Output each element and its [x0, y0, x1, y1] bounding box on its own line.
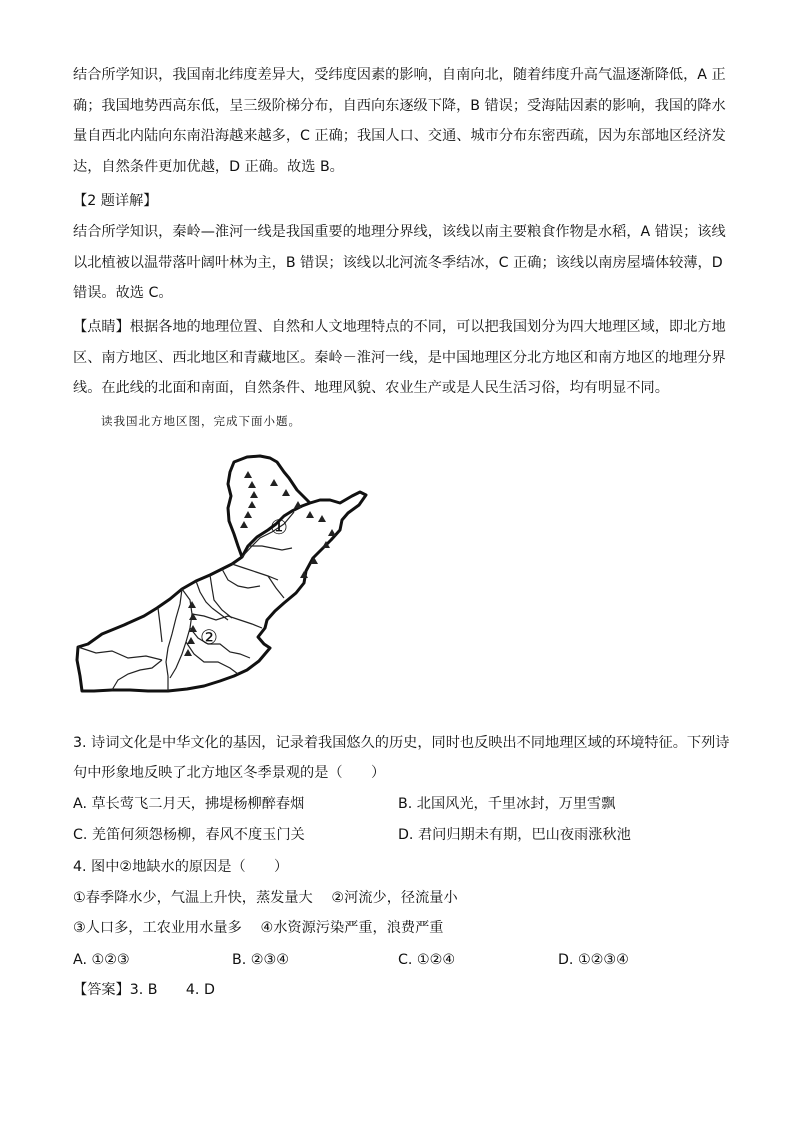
question-4-statements: ①春季降水少，气温上升快，蒸发量大 ②河流少，径流量小 [73, 890, 458, 906]
comment-line: 线。在此线的北面和南面，自然条件、地理风貌、农业生产或是人民生活习俗，均有明显不同。 [73, 380, 669, 396]
north-china-map [72, 448, 372, 698]
province-boundary [232, 564, 278, 580]
mountain-icon [318, 515, 326, 522]
mountain-icon [328, 529, 336, 536]
mountain-icon [282, 489, 290, 496]
mountain-icon [270, 479, 278, 486]
map-instruction: 读我国北方地区图，完成下面小题。 [101, 414, 301, 428]
province-boundary [196, 581, 212, 608]
mountain-icon [248, 481, 256, 488]
q4-option-a: A. ①②③ [73, 952, 130, 968]
explanation-q2-line: 结合所学知识，秦岭—淮河一线是我国重要的地理分界线，该线以南主要粮食作物是水稻，A 错误；该线 [73, 224, 726, 240]
explanation-q1 [73, 60, 726, 182]
q4-option-b: B. ②③④ [232, 952, 289, 968]
province-boundary [248, 546, 292, 550]
mountain-icon [306, 511, 314, 518]
answer-line: 【答案】3. B 4. D [73, 982, 215, 998]
mountain-icon [240, 521, 248, 528]
mountain-icon [244, 471, 252, 478]
q3-option-c: C. 羌笛何须怨杨柳，春风不度玉门关 [73, 827, 305, 843]
mountain-icon [187, 637, 195, 644]
q3-option-b: B. 北国风光，千里冰封，万里雪飘 [398, 796, 616, 812]
question-4-statements: ③人口多，工农业用水量多 ④水资源污染严重，浪费严重 [73, 920, 444, 936]
mountain-icon [250, 491, 258, 498]
comment-line: 【点睛】根据各地的地理位置、自然和人文地理特点的不同，可以把我国划分为四大地理区域，即北方地 [73, 319, 726, 335]
explanation-q1-line: 结合所学知识，我国南北纬度差异大，受纬度因素的影响，自南向北，随着纬度升高气温逐渐降低，A 正 [73, 67, 726, 83]
q4-option-d: D. ①②③④ [558, 952, 629, 968]
explanation-q1-line: 确；我国地势西高东低，呈三级阶梯分布，自西向东逐级下降，B 错误；受海陆因素的影响，我国的降水 [73, 97, 726, 114]
mountain-icon [294, 501, 302, 508]
mountain-icon [248, 501, 256, 508]
province-boundary [78, 647, 162, 660]
map-label-2: ② [200, 625, 218, 649]
mountain-icon [188, 601, 196, 608]
map-label-1: ① [270, 515, 288, 539]
province-boundary [210, 575, 232, 618]
question-3-stem-line: 句中形象地反映了北方地区冬季景观的是（ ） [73, 765, 386, 781]
question-3-stem-line: 3. 诗词文化是中华文化的基因，记录着我国悠久的历史，同时也反映出不同地理区域的环境特征。下列诗 [73, 735, 730, 751]
explanation-q1-line: 达，自然条件更加优越，D 正确。故选 B。 [73, 158, 344, 175]
province-boundary [158, 608, 162, 642]
explanation-q2 [73, 217, 726, 309]
explanation-q2-line: 以北植被以温带落叶阔叶林为主，B 错误；该线以北河流冬季结冰，C 正确；该线以南房屋墙体较薄，D [73, 254, 723, 271]
comment-line: 区、南方地区、西北地区和青藏地区。秦岭－淮河一线，是中国地理区分北方地区和南方地区的地理分界 [73, 349, 726, 366]
mountain-icon [244, 511, 252, 518]
q4-option-c: C. ①②④ [398, 952, 456, 968]
comment-block [73, 312, 726, 404]
question-4-stem: 4. 图中②地缺水的原因是（ ） [73, 859, 289, 875]
province-boundary [112, 660, 162, 690]
province-boundary [166, 589, 182, 691]
q3-option-d: D. 君问归期未有期，巴山夜雨涨秋池 [398, 827, 631, 843]
explanation-q1-line: 量自西北内陆向东南沿海越来越多，C 正确；我国人口、交通、城市分布东密西疏，因为东部地区经济发 [73, 128, 726, 144]
q2-detail-header: 【2 题详解】 [73, 193, 158, 209]
province-boundary [190, 628, 250, 658]
q3-option-a: A. 草长莺飞二月天，拂堤杨柳醉春烟 [73, 796, 305, 812]
explanation-q2-line: 错误。故选 C。 [73, 285, 173, 301]
province-boundary [170, 589, 192, 678]
